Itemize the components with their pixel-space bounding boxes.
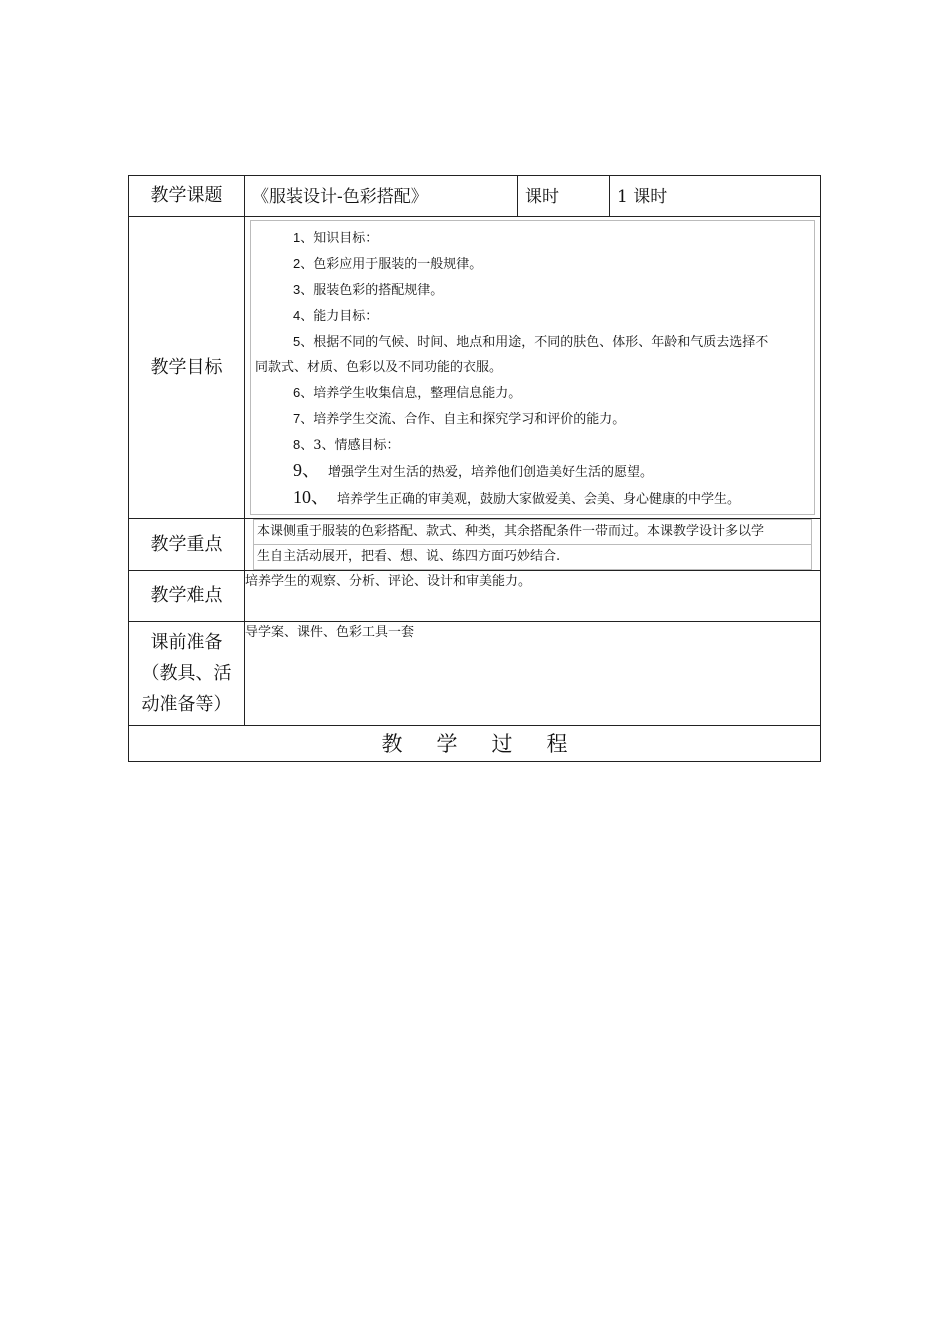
objective-item (255, 277, 810, 303)
objective-item (255, 329, 810, 355)
objective-item (255, 355, 810, 380)
objective-text: 、知识目标： (300, 231, 379, 246)
hours-label: 课时 (518, 176, 610, 217)
objective-item (255, 485, 810, 512)
preparation-label-line-2: （教具、活 (141, 663, 232, 684)
objective-number: 10、 (293, 487, 329, 507)
objective-item (255, 303, 810, 329)
objective-text: 、培养学生交流、合作、自主和探究学习和评价的能力。 (300, 412, 626, 427)
objective-text: 增强学生对生活的热爱，培养他们创造美好生活的愿望。 (328, 465, 654, 480)
objective-text: 、色彩应用于服装的一般规律。 (300, 257, 483, 272)
focus-cell (245, 519, 821, 571)
focus-label: 教学重点 (129, 519, 245, 571)
objective-item (255, 225, 810, 251)
objective-number: 7 (293, 411, 301, 426)
difficulty-text: 培养学生的观察、分析、评论、设计和审美能力。 (245, 571, 821, 622)
difficulty-row (129, 571, 821, 622)
objectives-row (129, 217, 821, 519)
objective-item (255, 380, 810, 406)
objective-item (255, 251, 810, 277)
difficulty-label: 教学难点 (129, 571, 245, 622)
focus-row (129, 519, 821, 571)
objectives-list (250, 220, 815, 515)
objective-text: 、培养学生收集信息，整理信息能力。 (300, 386, 522, 401)
focus-line-1: 本课侧重于服装的色彩搭配、款式、种类，其余搭配条件一带而过。本课教学设计多以学 (253, 519, 812, 545)
lesson-plan-sheet (128, 175, 820, 762)
objective-item (255, 432, 810, 458)
objective-text: 、3、情感目标： (300, 438, 400, 453)
topic-label: 教学课题 (129, 176, 245, 217)
objectives-label: 教学目标 (129, 217, 245, 519)
objective-text: 、服装色彩的搭配规律。 (300, 283, 444, 298)
objective-number: 3 (293, 282, 301, 297)
preparation-label (129, 622, 245, 726)
topic-row (129, 176, 821, 217)
objective-item (255, 406, 810, 432)
lesson-plan-table (128, 175, 821, 762)
objectives-cell (245, 217, 821, 519)
preparation-row (129, 622, 821, 726)
objective-number: 8 (293, 437, 301, 452)
objective-text: 、根据不同的气候、时间、地点和用途，不同的肤色、体形、年龄和气质去选择不 (300, 335, 769, 350)
process-row (129, 726, 821, 762)
objective-number: 9、 (293, 460, 320, 480)
focus-line-2: 生自主活动展开，把看、想、说、练四方面巧妙结合. (253, 545, 812, 570)
objective-number: 6 (293, 385, 301, 400)
topic-value: 《服装设计-色彩搭配》 (245, 176, 518, 217)
objective-number: 4 (293, 308, 301, 323)
objective-number: 2 (293, 256, 301, 271)
preparation-label-line-1: 课前准备 (150, 632, 223, 653)
preparation-text: 导学案、课件、色彩工具一套 (245, 622, 821, 726)
process-heading: 教学过程 (129, 726, 821, 762)
objective-number: 5 (293, 334, 301, 349)
objective-text: 、能力目标： (300, 309, 379, 324)
objective-text: 同款式、材质、色彩以及不同功能的衣服。 (255, 360, 503, 375)
objective-item (255, 458, 810, 485)
objective-number: 1 (293, 230, 301, 245)
objective-text: 培养学生正确的审美观，鼓励大家做爱美、会美、身心健康的中学生。 (337, 492, 741, 507)
focus-text (245, 519, 820, 570)
hours-value: 1 课时 (610, 176, 821, 217)
preparation-label-line-3: 动准备等） (141, 694, 232, 715)
